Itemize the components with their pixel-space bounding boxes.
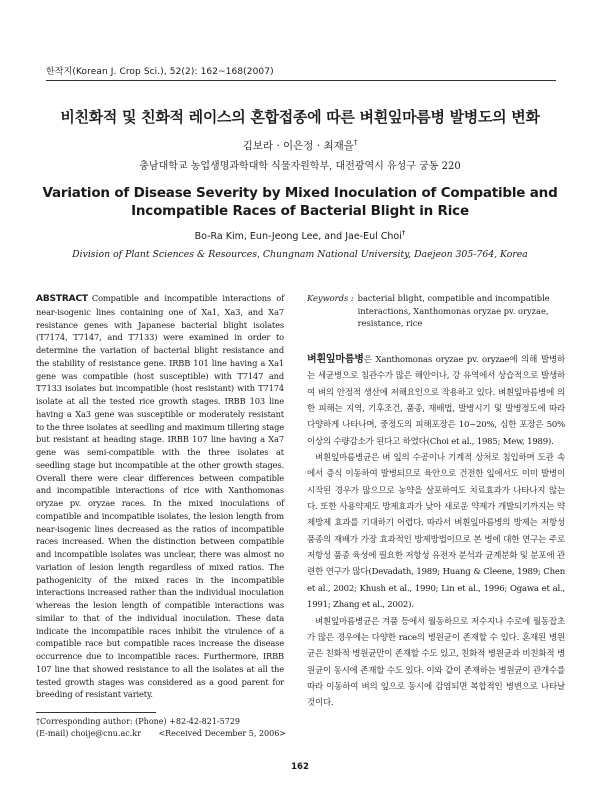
header-rule bbox=[46, 80, 556, 81]
journal-citation: 한작지(Korean J. Crop Sci.), 52(2): 162~168(2007) bbox=[46, 67, 274, 77]
abstract-heading: ABSTRACT bbox=[36, 294, 88, 304]
footnote-rule bbox=[36, 712, 156, 713]
english-authors bbox=[0, 229, 600, 242]
body-paragraph-1-text: 은 Xanthomonas oryzae pv. oryzae에 의해 발병하는 세균병으로 침관수가 많은 해안이나, 강 유역에서 상습적으로 발생하여 벼의 안정적 생산에 저해요인으로 작용하고 있다. 벼흰잎마름병에 의한 피해는 지역, 기후조건, 품종, 재배법, 발병시기 및 발병정도에 따라 다양하게 나타나며, 중정도의 피해포장은 10~20%, 심한 포장은 50% 이상의 수량감소가 된다고 하였다(Choi et al., 1985; Mew, 1989). bbox=[307, 355, 565, 447]
abstract bbox=[36, 292, 284, 701]
abstract-text: Compatible and incompatible interactions of near-isogenic lines containing one of Xa1, Xa3, and Xa7 resistance genes with Japanese bacterial blight isolates (T7174, T7147, and T7133) were examined in order to determine the variation of bacterial blight resistance and the stability of resistance gene. IRBB 101 line having a Xa1 gene was compatible (host susceptible) with T7147 and T7133 isolates but incompatible (host resistant) with T7174 isolate at all the tested rice growth stages. IRBB 103 line having a Xa3 gene was susceptible or moderately resistant to the three isolates at seedling and maximum tillering stage but resistant at heading stage. IRBB 107 line having a Xa7 gene was semi-compatible with the three isolates at seedling stage but incompatible at the other growth stages. Overall there were clear differences between compatible and incompatible interactions of rice with Xanthomonas oryzae pv. oryzae races. In the mixed inoculations of compatible and incompatible isolates, the lesion length from near-isogenic lines decreased as the ratios of incompatible races increased. When the distinction between compatible and incompatible isolates was unclear, there was almost no variation of lesion length regardless of mixed ratios. The pathogenicity of the mixed races in the incompatible interactions increased rather than the individual inoculation whereas the lesion length of compatible interactions was similar to that of the individual inoculation. These data indicate the incompatible races inhibit the virulence of a compatible race but compatible races increase the disease occurrence due to incompatible races. Furthermore, IRBB 107 line that showed resistance to all the isolates at all the tested growth stages was considered as a good parent for breeding of resistant variety. bbox=[36, 293, 284, 700]
footnote-received: <Received December 5, 2006> bbox=[158, 729, 286, 738]
korean-author-names: 김보라 · 이은정 · 최재을 bbox=[242, 140, 354, 152]
keywords bbox=[307, 292, 565, 330]
keywords-text: bacterial blight, compatible and incompatible interactions, Xanthomonas oryzae pv. oryzae, resistance, rice bbox=[357, 293, 550, 328]
body-paragraph-1 bbox=[307, 352, 565, 450]
footnote-corresponding: †Corresponding author: (Phone) +82-42-821-5729 bbox=[36, 717, 241, 726]
keywords-label: Keywords : bbox=[307, 293, 354, 303]
korean-body-text bbox=[307, 352, 565, 712]
footnote-email: (E-mail) choije@cnu.ac.kr bbox=[36, 729, 141, 738]
body-lead-word: 벼흰잎마름병 bbox=[307, 354, 364, 365]
korean-authors bbox=[0, 138, 600, 153]
english-title: Variation of Disease Severity by Mixed Inoculation of Compatible and Incompatible Races of Bacterial Blight in Rice bbox=[42, 185, 558, 219]
footnote bbox=[36, 716, 286, 740]
korean-affiliation: 충남대학교 농업생명과학대학 식물자원학부, 대전광역시 유성구 궁동 220 bbox=[139, 161, 461, 172]
corresponding-author-mark-en: † bbox=[401, 229, 406, 237]
english-author-names: Bo-Ra Kim, Eun-Jeong Lee, and Jae-Eul Choi bbox=[194, 231, 402, 243]
body-paragraph-2: 벼흰잎마름병균은 벼 잎의 수공이나 기계적 상처로 침입하며 도관 속에서 증식 이동하여 발병되므로 육안으로 건전한 잎에서도 이미 발병이 시작된 경우가 많으므로 농약을 살포하여도 치료효과가 나타나지 않는다. 또한 사용약제도 방제효과가 낮아 새로운 약제가 개발되기까지는 약제방제 효과를 기대하기 어렵다. 따라서 벼흰잎마름병의 방제는 저항성 품종의 재배가 가장 효과적인 방제방법이므로 본 병에 대한 연구는 주로 저항성 품종 육성에 필요한 저항성 유전자 분석과 균계분화 및 분포에 관련한 연구가 많다(Devadath, 1989; Huang & Cleene, 1989; Chen et al., 2002; Khush et al., 1990; Lin et al., 1996; Ogawa et al., 1991; Zhang et al., 2002). bbox=[307, 453, 565, 611]
corresponding-author-mark: † bbox=[353, 138, 358, 147]
footnote-row bbox=[36, 728, 286, 740]
page-number: 162 bbox=[291, 762, 309, 772]
body-paragraph-3: 벼흰잎마름병균은 겨품 등에서 월동하므로 저수지나 수로에 월동잡초가 많은 경우에는 다양한 race의 병원균이 존재할 수 있다. 혼재된 병원균은 친화적 병원균만이 존재할 수도 있고, 친화적 병원균과 비친화적 병원균이 동시에 존재할 수도 있다. 이와 같이 존재하는 병원균이 관개수를 따라 이동하여 벼의 잎으로 동시에 감염되면 복합적인 병변으로 나타날 것이다. bbox=[307, 616, 565, 709]
korean-title: 비친화적 및 친화적 레이스의 혼합접종에 따른 벼흰잎마름병 발병도의 변화 bbox=[60, 108, 540, 126]
english-affiliation: Division of Plant Sciences & Resources, Chungnam National University, Daejeon 305-764, Korea bbox=[72, 249, 528, 260]
